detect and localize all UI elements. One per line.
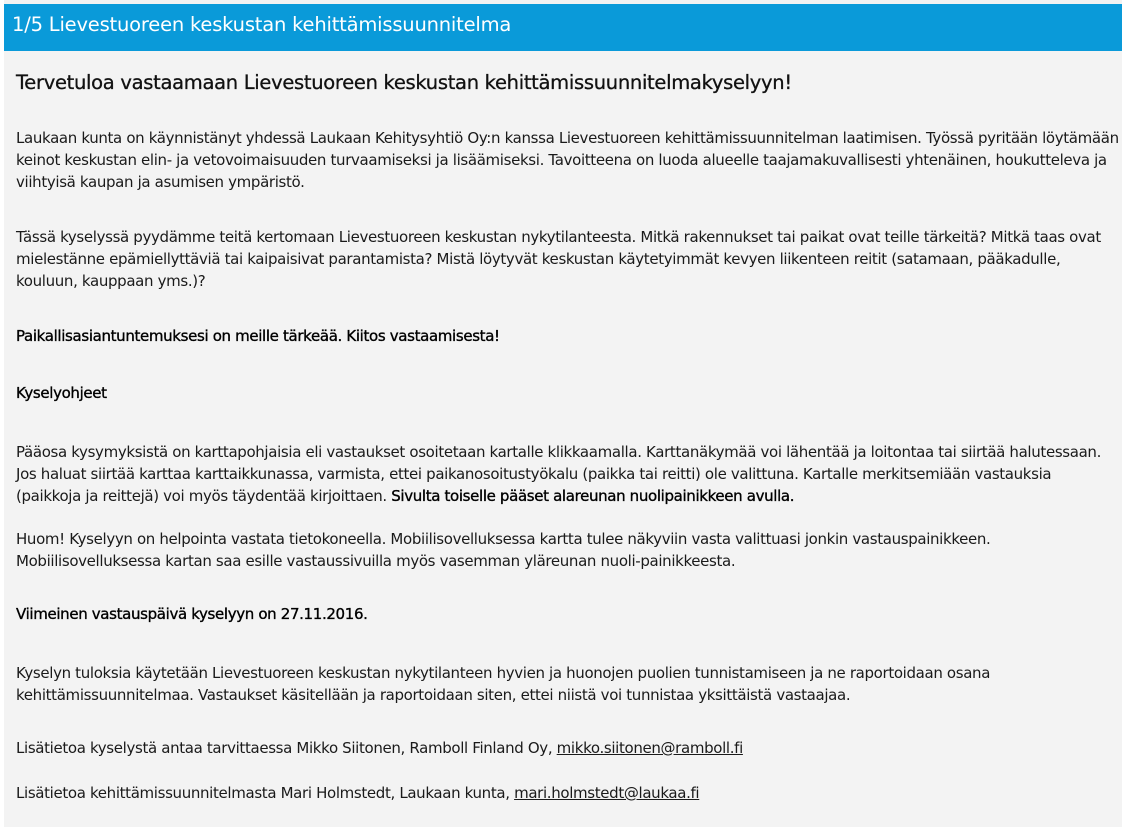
page-header: [4, 0, 1122, 51]
contact-paragraph-1: [16, 737, 1120, 759]
results-paragraph: Kyselyn tuloksia käytetään Lievestuoreen keskustan nykytilanteen hyvien ja huonojen puolien tunnistamiseen ja ne raportoidaan osana kehittämissuunnitelmaa. Vastaukset käsitellään ja raportoidaan siten, ettei niistä voi tunnistaa yksittäistä vastaajaa.: [16, 664, 991, 704]
note-paragraph: Huom! Kyselyyn on helpointa vastata tietokoneella. Mobiilisovelluksessa kartta tulee näkyviin vasta valittuasi jonkin vastauspainikkeen. Mobiilisovelluksessa kartan saa esille vastaussivuilla myös vasemman yläreunan nuoli-painikkeesta.: [16, 530, 991, 570]
instructions-text: Pääosa kysymyksistä on karttapohjaisia eli vastaukset osoitetaan kartalle klikkaamalla. Karttanäkymää voi lähentää ja loitontaa tai siirtää halutessaan. Jos haluat siirtää karttaa karttaikkunassa, varmista, ettei paikanosoitustyökalu (paikka tai reitti) ole valittuna. Kartalle merkitsemiään vastauksia (paikkoja ja reittejä) voi myös täydentää kirjoittaen.: [16, 443, 1102, 505]
contact-paragraph-2: [16, 782, 1120, 804]
instructions-bold-text: Sivulta toiselle pääset alareunan nuolipainikkeen avulla.: [391, 487, 795, 505]
instructions-heading: Kyselyohjeet: [16, 384, 107, 402]
contact-1-text: Lisätietoa kyselystä antaa tarvittaessa Mikko Siitonen, Ramboll Finland Oy,: [16, 739, 557, 757]
intro-paragraph: Laukaan kunta on käynnistänyt yhdessä Laukaan Kehitysyhtiö Oy:n kanssa Lievestuoreen kehittämissuunnitelman laatimisen. Työssä pyritään löytämään keinot keskustan elin- ja vetovoimaisuuden turvaamiseksi ja lisäämiseksi. Tavoitteena on luoda alueelle taajamakuvallisesti yhtenäinen, houkutteleva ja viihtyisä kaupan ja asumisen ympäristö.: [16, 129, 1119, 191]
instructions-paragraph: [16, 441, 1120, 507]
thanks-text: Paikallisasiantuntemuksesi on meille tärkeää. Kiitos vastaamisesta!: [16, 327, 500, 345]
survey-content: [4, 51, 1122, 827]
question-paragraph: Tässä kyselyssä pyydämme teitä kertomaan Lievestuoreen keskustan nykytilanteesta. Mitkä rakennukset tai paikat ovat teille tärkeitä? Mitkä taas ovat mielestänne epämiellyttäviä tai kaipaisivat parantamista? Mistä löytyvät keskustan käytetyimmät kevyen liikenteen reitit (satamaan, pääkadulle, kouluun, kauppaan yms.)?: [16, 228, 1101, 290]
contact-1-email-link[interactable]: mikko.siitonen@ramboll.fi: [556, 739, 743, 757]
contact-2-text: Lisätietoa kehittämissuunnitelmasta Mari Holmstedt, Laukaan kunta,: [16, 784, 515, 802]
welcome-heading: Tervetuloa vastaamaan Lievestuoreen keskustan kehittämissuunnitelmakyselyyn!: [16, 71, 792, 94]
deadline-text: Viimeinen vastauspäivä kyselyyn on 27.11.2016.: [16, 605, 368, 623]
page-title: 1/5 Lievestuoreen keskustan kehittämissuunnitelma: [12, 13, 512, 36]
contact-2-email-link[interactable]: mari.holmstedt@laukaa.fi: [514, 784, 700, 802]
